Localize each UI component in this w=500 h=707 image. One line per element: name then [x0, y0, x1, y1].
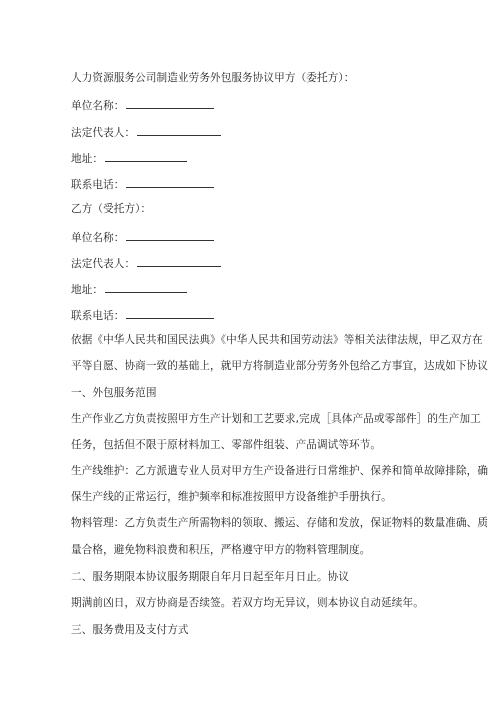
section-1-para-2-line-1: 生产线维护：乙方派遣专业人员对甲方生产设备进行日常维护、保养和简单故障排除，确	[71, 465, 489, 477]
party-b-company-row	[71, 229, 214, 245]
intro-line-2: 平等自愿、协商一致的基础上，就甲方将制造业部分劳务外包给乙方事宜，达成如下协议	[71, 360, 489, 372]
party-a-company-row	[71, 97, 214, 113]
section-1-para-3-line-1: 物料管理：乙方负责生产所需物料的领取、搬运、存储和发放，保证物料的数量准确、质	[71, 517, 489, 529]
section-1-para-3-line-2: 量合格，避免物料浪费和积压，严格遵守甲方的物料管理制度。	[71, 544, 371, 556]
intro-line-1: 依据《中华人民共和国民法典》《中华人民共和国劳动法》等相关法律法规，甲乙双方在	[71, 334, 483, 346]
section-3-heading: 三、服务费用及支付方式	[71, 624, 189, 636]
party-b-phone-blank	[126, 307, 214, 319]
section-1-heading: 一、外包服务范围	[71, 387, 157, 399]
party-a-phone-blank	[126, 176, 214, 188]
party-a-company-blank	[126, 97, 214, 109]
party-b-rep-label: 法定代表人：	[71, 258, 136, 270]
party-b-address-blank	[105, 281, 187, 293]
section-1-para-1-line-1: 生产作业乙方负责按照甲方生产计划和工艺要求,完成［具体产品或零部件］的生产加工	[71, 413, 481, 425]
party-b-rep-blank	[137, 255, 221, 267]
party-b-company-blank	[126, 229, 214, 241]
party-a-rep-blank	[137, 124, 221, 136]
section-2-line-1: 二、服务期限本协议服务期限自年月日起至年月日止。协议	[71, 571, 350, 583]
section-2-line-2: 期满前凶日，双方协商是否续签。若双方均无异议，则本协议自动延续年。	[71, 597, 424, 609]
party-b-address-label: 地址：	[71, 284, 104, 296]
party-a-phone-row	[71, 176, 214, 192]
party-a-company-label: 单位名称：	[71, 100, 125, 112]
party-a-phone-label: 联系电话：	[71, 179, 125, 191]
party-b-phone-row	[71, 307, 214, 323]
party-b-rep-row	[71, 255, 221, 271]
party-b-company-label: 单位名称：	[71, 232, 125, 244]
section-1-para-2-line-2: 保生产线的正常运行，维护频率和标准按照甲方设备维护手册执行。	[71, 491, 392, 503]
party-a-address-blank	[105, 150, 187, 162]
party-a-address-row	[71, 150, 187, 166]
party-a-address-label: 地址：	[71, 153, 104, 165]
party-a-rep-row	[71, 124, 221, 140]
agreement-title: 人力资源服务公司制造业劳务外包服务协议甲方（委托方）：	[71, 72, 355, 84]
party-b-address-row	[71, 281, 187, 297]
party-a-rep-label: 法定代表人：	[71, 127, 136, 139]
section-1-para-1-line-2: 任务，包括但不限于原材料加工、零部件组装、产品调试等环节。	[71, 439, 382, 451]
party-b-heading: 乙方（受托方）：	[71, 203, 152, 215]
party-b-phone-label: 联系电话：	[71, 310, 125, 322]
